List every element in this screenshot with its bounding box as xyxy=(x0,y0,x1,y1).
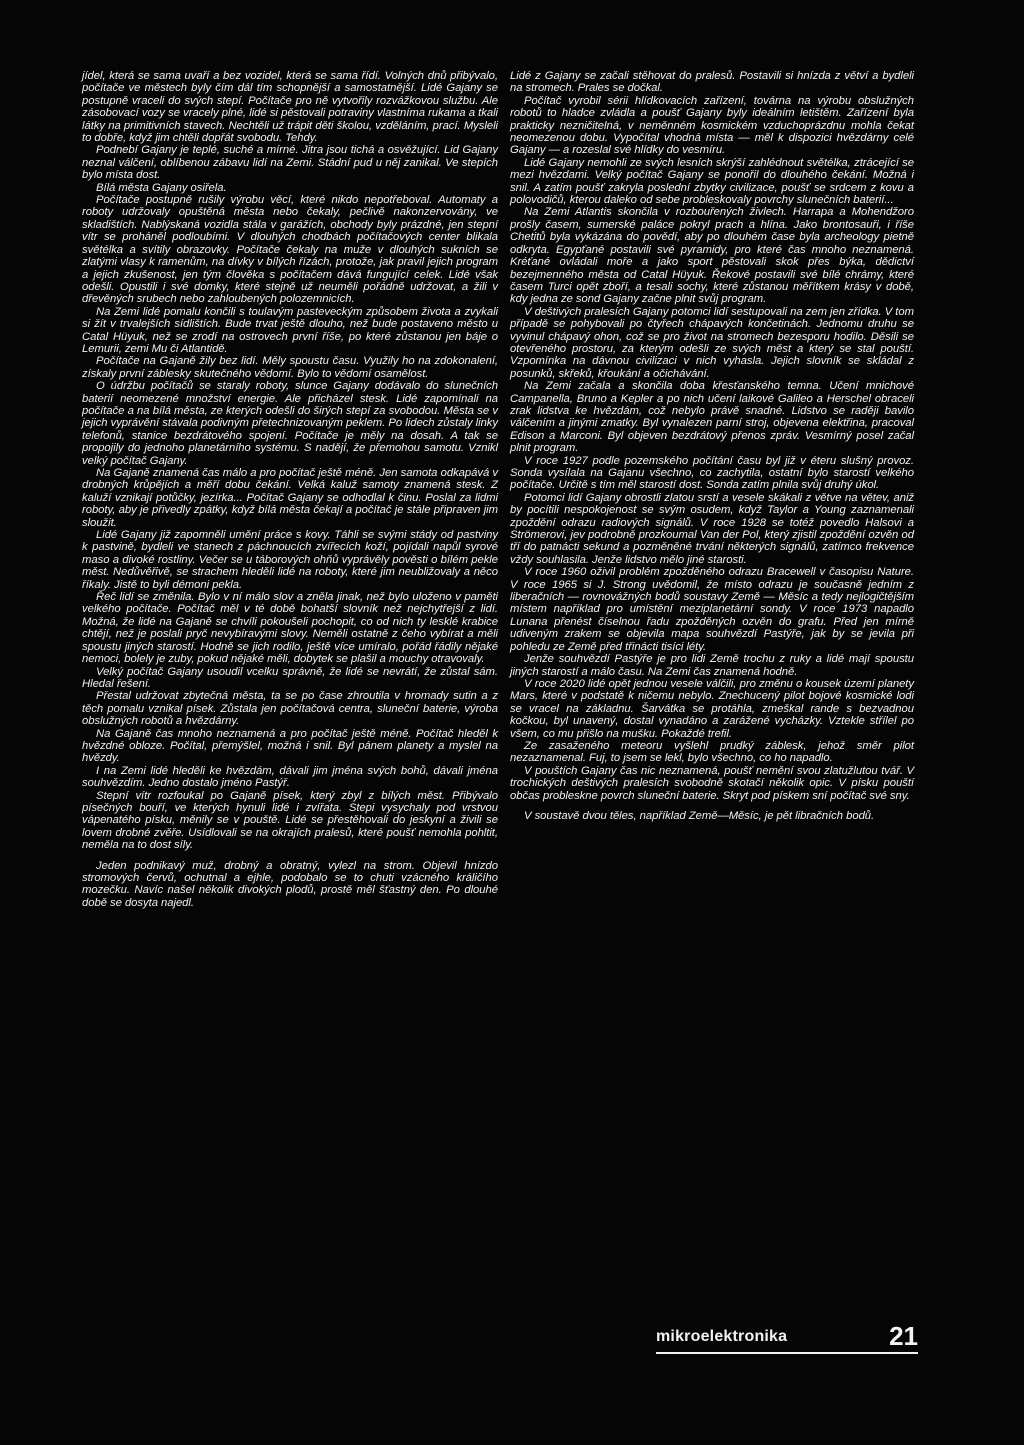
paragraph: Počítač vyrobil sérii hlídkovacích zařízení, továrna na výrobu obslužných robotů to hladce zvládla a poušť Gajany byly ideálním letištěm. Zařízení byla prakticky nezničitelná, v neměnném kosmickém vzduchoprázdnu mohla čekat neomezenou dobu. Vypočítal vhodná místa — měl k dispozici hvězdárny celé Gajany — a rozeslal své hlídky do vesmíru. xyxy=(510,94,914,157)
paragraph: Velký počítač Gajany usoudil vcelku správně, že lidé se nevrátí, že zůstal sám. Hledal řešení. xyxy=(82,665,498,690)
page-number: 21 xyxy=(889,1321,918,1351)
paragraph: Na Zemi lidé pomalu končili s toulavým pasteveckým způsobem života a zvykali si žít v trvalejších sídlištích. Bude trvat ještě dlouho, než bude postaveno město u Catal Hüyuk, než se zrodí na ostrovech první říše, po které zůstanou jen báje o Lemurii, zemi Mu či Atlantidě. xyxy=(82,305,498,355)
text-column-left xyxy=(82,70,498,909)
paragraph: V roce 1927 podle pozemského počítání času byl již v éteru slušný provoz. Sonda vysílala na Gajanu všechno, co zachytila, ostatní bylo starostí velkého počítače. Určitě s tím měl starostí dost. Sonda zatím plnila svůj druhý úkol. xyxy=(510,454,914,492)
paragraph: Na Gajaně znamená čas málo a pro počítač ještě méně. Jen samota odkapává v drobných krůpějích a měří dobu čekání. Velká kaluž samoty znamená stesk. Z kaluží vznikají potůčky, jezírka... Počítač Gajany se odhodlal k činu. Poslal za lidmi roboty, aby je přivedly zpátky, když bílá města čekají a počítač je stále připraven jim sloužit. xyxy=(82,467,498,529)
paragraph: jídel, která se sama uvaří a bez vozidel, která se sama řídí. Volných dnů přibývalo, počítače ve městech byly čím dál tím schopnější a samostatnější. Lidé Gajany se postupně vraceli do svých stepí. Počítače pro ně vytvořily rozvážkovou službu. Ale zásobovací vozy se vracely plné, lidé si pěstovali potraviny vlastníma rukama a tkali látky na primitivních stavech. Nechtěli už trápit děti školou, vzděláním, prací. Mysleli to dobře, když jim chtěli dopřát svobodu. Tehdy. xyxy=(82,70,498,145)
paragraph: V deštivých pralesích Gajany potomci lidí sestupovali na zem jen zřídka. V tom případě se pohybovali po čtyřech chápavých končetinách. Jednomu druhu se vyvinul chápavý ohon, což se pro život na stromech bezesporu hodilo. Děsili se otevřeného prostoru, za kterým odešli ze svých měst a který se stal pouští. Vzpomínka na dávnou civilizaci v nich vyhasla. Jejich slovník se skládal z posunků, skřeků, křoukání a očichávání. xyxy=(510,305,914,380)
page-footer xyxy=(656,1318,918,1354)
paragraph: Přestal udržovat zbytečná města, ta se po čase zhroutila v hromady sutin a z těch pomalu vznikal písek. Zůstala jen počítačová centra, sluneční baterie, výroba obslužných robotů a hvězdárny. xyxy=(82,690,498,728)
paragraph: Potomci lidí Gajany obrostli zlatou srstí a vesele skákali z větve na větev, aniž by pocítili nespokojenost se svým osudem, když Taylor a Young zaznamenali zpoždění odrazu radiových signálů. V roce 1928 se totéž povedlo Halsovi a Strömerovi, jev podrobně prozkoumal Van der Pol, který zjistil zpoždění ozvěn od tří do patnácti sekund a pozměněné trvání některých signálů, zatímco frekvence vždy souhlasila. Jenže lidstvo mělo jiné starosti. xyxy=(510,491,914,566)
paragraph: Jenže souhvězdí Pastýře je pro lidi Země trochu z ruky a lidé mají spoustu jiných starostí a málo času. Na Zemi čas znamená hodně. xyxy=(510,653,914,678)
paragraph: Stepní vítr rozfoukal po Gajaně písek, který zbyl z bílých měst. Přibývalo písečných bouří, ve kterých hynuli lidé i zvířata. Stepi vysychaly pod vrstvou vápenatého písku, měnily se v pouště. Lidé se přestěhovali do jeskyní a živili se lovem drobné zvěře. Usídlovali se na okrajích pralesů, které poušť nemohla pohltit, neměla na to dost síly. xyxy=(82,789,498,852)
text-column-right xyxy=(510,70,914,822)
publication-name: mikroelektronika xyxy=(656,1328,788,1345)
paragraph: Počítače postupně rušily výrobu věcí, které nikdo nepotřeboval. Automaty a roboty udržovaly opuštěná města nebo čekaly, pečlivě nakonzervovány, ve skladištích. Nablýskaná vozidla stála v garážích, obchody byly prázdné, jen stepní vítr se proháněl podloubími. V dlouhých chodbách počítačových center blikala světélka a svítily obrazovky. Počítače čekaly na muže v dlouhých sukních se zlatými vlasy k ramenům, na dívky v bílých řízách, protože, jak pravil jejich program a jejich zkušenost, jen tým člověka s počítačem dává fungující celek. Lidé však odešli. Opustili i své domky, které stejně už neuměli pořádně udržovat, a žili v dřevěných srubech nebo zahloubených polozemnicích. xyxy=(82,194,498,306)
paragraph: V roce 1960 oživil problém zpožděného odrazu Bracewell v časopisu Nature. V roce 1965 si J. Strong uvědomil, že místo odrazu je současně jedním z liberačních — rovnovážných bodů soustavy Země — Měsíc a tedy nejlogičtějším místem například pro umístění meziplanetární sondy. V roce 1973 napadlo Lunana přenést číselnou řadu zpožděných ozvěn do grafu. Před jen mírně udiveným zrakem se objevila mapa souhvězdí Pastýře, jak by se jevila při pohledu ze Země před třinácti tisíci léty. xyxy=(510,566,914,653)
footer-rule xyxy=(656,1352,918,1354)
paragraph: Podnebí Gajany je teplé, suché a mírné. Jitra jsou tichá a osvěžující. Lid Gajany neznal válčení, oblíbenou zábavu lidí na Zemi. Stádní pud u něj zanikal. Ve stepích bylo místa dost. xyxy=(82,144,498,182)
paragraph: Na Zemi Atlantis skončila v rozbouřených živlech. Harrapa a Mohendžoro prošly časem, sumerské paláce pokryl prach a hlína. Jako brontosauři, i říše Chetitů byla vykázána do povědí, aby po dlouhém čase byla archeology pietně odkryta. Egypťané postavili své pyramidy, pro které čas mnoho neznamená. Kréťané ovládali moře a jako sport pěstovali skok přes býka, dědictví bezejmenného města od Catal Hüyuk. Řekové postavili své bílé chrámy, které časem Turci opět zboří, a tesali sochy, které zůstanou měřítkem krásy v době, kdy jedna ze sond Gajany začne plnit svůj program. xyxy=(510,206,914,306)
paragraph: Lidé z Gajany se začali stěhovat do pralesů. Postavili si hnízda z větví a bydleli na stromech. Prales se dočkal. xyxy=(510,70,914,95)
paragraph: Na Gajaně čas mnoho neznamená a pro počítač ještě méně. Počítač hleděl k hvězdné obloze. Počítal, přemýšlel, možná i snil. Byl pánem planety a myslel na hvězdy. xyxy=(82,727,498,765)
paragraph: Počítače na Gajaně žily bez lidí. Měly spoustu času. Využily ho na zdokonalení, získaly první záblesky skutečného vědomí. Bylo to vědomí osamělost. xyxy=(82,355,498,380)
paragraph: V soustavě dvou těles, například Země—Měsíc, je pět libračních bodů. xyxy=(524,809,875,822)
paragraph: V roce 2020 lidé opět jednou vesele válčili, pro změnu o kousek území planety Mars, které v podstatě k ničemu nebylo. Znechucený pilot bojové kosmické lodi se vracel na základnu. Šarvátka se protáhla, zmeškal rande s bezvadnou kočkou, byl unavený, dostal vynadáno a zarážené vycházky. Vztekle střílel po všem, co mu přišlo na mušku. Pokaždé trefil. xyxy=(510,677,914,740)
paragraph: V pouštích Gajany čas nic neznamená, poušť nemění svou zlatužlutou tvář. V trochických deštivých pralesích svobodně skotačí několik opic. V písku pouští občas probleskne povrch sluneční baterie. Skryt pod pískem sní počítač své sny. xyxy=(510,764,914,802)
paragraph: I na Zemi lidé hleděli ke hvězdám, dávali jim jména svých bohů, dávali jména souhvězdím. Jedno dostalo jméno Pastýř. xyxy=(82,764,498,790)
paragraph: Jeden podnikavý muž, drobný a obratný, vylezl na strom. Objevil hnízdo stromových červů, ochutnal a ejhle, podobalo se to chuti vzácného králičího mozečku. Navíc našel několik divokých plodů, prostě měl šťastný den. Po dlouhé době se dosyta najedl. xyxy=(82,859,498,909)
paragraph: Ze zasaženého meteoru vyšlehl prudký záblesk, jehož směr pilot nezaznamenal. Fuj, to jsem se lekl, bylo všechno, co ho napadlo. xyxy=(510,739,914,765)
paragraph: Lidé Gajany nemohli ze svých lesních skrýší zahlédnout světélka, ztrácející se mezi hvězdami. Velký počítač Gajany se ponořil do dlouhého čekání. Možná i snil. A zatím poušť zakryla poslední zbytky civilizace, poušť se srdcem z kovu a polovodičů, kterou daleko od sebe probleskovaly povrchy slunečních baterií... xyxy=(510,156,914,207)
paragraph: Lidé Gajany již zapomněli umění práce s kovy. Táhli se svými stády od pastviny k pastvině, bydleli ve stanech z páchnoucích zvířecích koží, pojídali napůl syrové maso a divoké rostliny. Večer se u táborových ohňů vyprávěly pověsti o bílém pekle měst. Nedůvěřivě, se strachem hleděli lidé na roboty, které jim neubližovaly a něco říkaly. Jistě to byli démoni pekla. xyxy=(82,529,498,591)
paragraph: Bílá města Gajany osiřela. xyxy=(96,181,227,194)
paragraph: O údržbu počítačů se staraly roboty, slunce Gajany dodávalo do slunečních baterií neomezené množství energie. Ale přicházel stesk. Lidé zapomínali na počítače a na bílá města, ze kterých odešli do širých stepí za svobodou. Města se v jejich vyprávění stávala podivným přetechnizovaným peklem. Po lidech zůstaly linky telefonů, stanice bezdrátového spojení. Počítače je měly na dosah. A tak se propojily do jednoho planetárního systému. S nadějí, že přemohou samotu. Vznikl velký počítač Gajany. xyxy=(82,380,498,467)
paragraph: Řeč lidí se změnila. Bylo v ní málo slov a zněla jinak, než bylo uloženo v paměti velkého počítače. Počítač měl v té době bohatší slovník než nejchytřejší z lidí. Možná, že lidé na Gajaně se chvíli pokoušeli pochopit, co od nich ty lesklé krabice chtějí, než je poslali pryč nevybíravými slovy. Neměli ostatně z čeho vybírat a měli spoustu jiných starostí. Hodně se jich rodilo, ještě více umíralo, pořád řádily nějaké nemoci, bolely je zuby, pokud nějaké měli, dobytek se plašil a mouchy otravovaly. xyxy=(82,591,498,666)
paragraph: Na Zemi začala a skončila doba křesťanského temna. Učení mnichové Campanella, Bruno a Kepler a po nich učení laikové Galileo a Herschel obraceli zrak lidstva ke hvězdám, což nebylo právě snadné. Lidstvo se raději bavilo válčením a jinými zmatky. Byl vynalezen parní stroj, objevena elektřina, pracoval Edison a Marconi. Byl objeven bezdrátový přenos zpráv. Vesmírný posel začal plnit program. xyxy=(510,380,914,455)
